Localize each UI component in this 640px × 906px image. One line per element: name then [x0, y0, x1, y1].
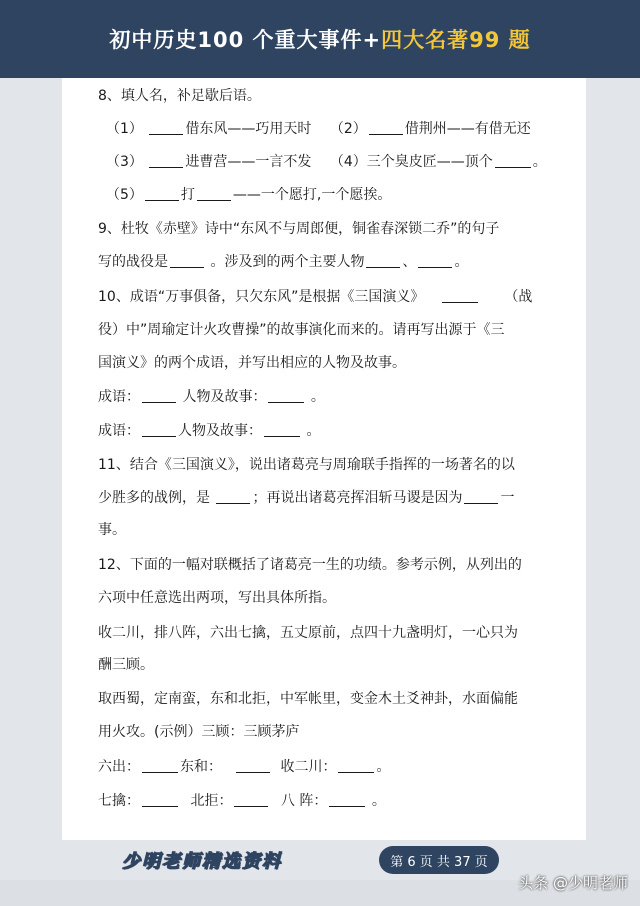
q10-answer-2: 成语： 人物及故事： 。	[98, 423, 321, 439]
blank[interactable]	[149, 152, 183, 168]
q12-couplet-2: 取西蜀，定南蛮，东和北拒，中军帐里，变金木土爻神卦，水面偏能	[98, 691, 518, 707]
q8-item-3: （3） 进曹营——一言不发	[106, 154, 312, 170]
blank[interactable]	[142, 791, 178, 807]
blank[interactable]	[268, 387, 304, 403]
blank[interactable]	[142, 757, 178, 773]
q12-line-1: 12、下面的一幅对联概括了诸葛亮一生的功绩。参考示例，从列出的	[98, 557, 522, 573]
q8-row-3: （5） 打 ——一个愿打,一个愿挨。	[106, 187, 392, 203]
blank[interactable]	[366, 252, 400, 268]
q10-line-2: 役）中”周瑜定计火攻曹操”的故事演化而来的。请再写出源于《三	[98, 322, 505, 338]
blank[interactable]	[418, 252, 452, 268]
blank[interactable]	[338, 757, 374, 773]
blank[interactable]	[495, 152, 531, 168]
q9-line-1: 9、杜牧《赤壁》诗中“东风不与周郎便，铜雀春深锁二乔”的句子	[98, 221, 500, 237]
q12-answer-2: 七擒： 北拒： 八 阵： 。	[98, 793, 386, 809]
q12-couplet-1-end: 酬三顾。	[98, 657, 154, 673]
q8-title: 8、填人名，补足歇后语。	[98, 88, 261, 104]
footer-brand: 少明老师精选资料	[122, 851, 282, 872]
blank[interactable]	[264, 421, 300, 437]
q11-line-3: 事。	[98, 522, 126, 538]
q11-line-2: 少胜多的战例，是 ；再说出诸葛亮挥泪斩马谡是因为 一	[98, 490, 515, 506]
blank[interactable]	[170, 252, 204, 268]
q10-line-3: 国演义》的两个成语，并写出相应的人物及故事。	[98, 355, 406, 371]
blank[interactable]	[142, 387, 176, 403]
blank[interactable]	[216, 488, 250, 504]
blank[interactable]	[329, 791, 365, 807]
header-banner	[0, 0, 640, 78]
blank[interactable]	[142, 421, 176, 437]
q12-couplet-1: 收二川，排八阵，六出七擒，五丈原前，点四十九盏明灯，一心只为	[98, 625, 518, 641]
blank[interactable]	[149, 119, 183, 135]
blank[interactable]	[234, 791, 268, 807]
q9-line-2: 写的战役是 。涉及到的两个主要人物 、 。	[98, 254, 469, 270]
header-title	[109, 24, 530, 54]
q12-couplet-2-end: 用火攻。(示例）三顾：三顾茅庐	[98, 724, 300, 740]
q11-line-1: 11、结合《三国演义》，说出诸葛亮与周瑜联手指挥的一场著名的以	[98, 457, 515, 473]
blank[interactable]	[464, 488, 498, 504]
q8-item-1: （1） 借东风——巧用天时	[106, 121, 312, 137]
page-indicator: 第 6 页 共 37 页	[379, 846, 499, 874]
header-title-main: 初中历史100 个重大事件+	[109, 28, 382, 52]
header-title-highlight: 四大名著99 题	[381, 28, 531, 52]
q8-row-2	[106, 152, 547, 172]
blank[interactable]	[442, 287, 478, 303]
blank[interactable]	[369, 119, 403, 135]
q8-item-2: （2） 借荆州——有借无还	[329, 121, 531, 137]
q12-answer-1: 六出： 东和： 收二川： 。	[98, 759, 391, 775]
q8-row-1	[106, 119, 531, 139]
blank[interactable]	[197, 185, 231, 201]
watermark: 头条 @少明老师	[518, 874, 628, 892]
q12-line-2: 六项中任意选出两项，写出具体所指。	[98, 590, 336, 606]
blank[interactable]	[236, 757, 270, 773]
q10-answer-1: 成语： 人物及故事： 。	[98, 389, 325, 405]
q8-item-4: （4）三个臭皮匠——顶个 。	[329, 154, 547, 170]
blank[interactable]	[145, 185, 179, 201]
q10-line-1: 10、成语“万事俱备，只欠东风”是根据《三国演义》 （战	[98, 289, 533, 305]
